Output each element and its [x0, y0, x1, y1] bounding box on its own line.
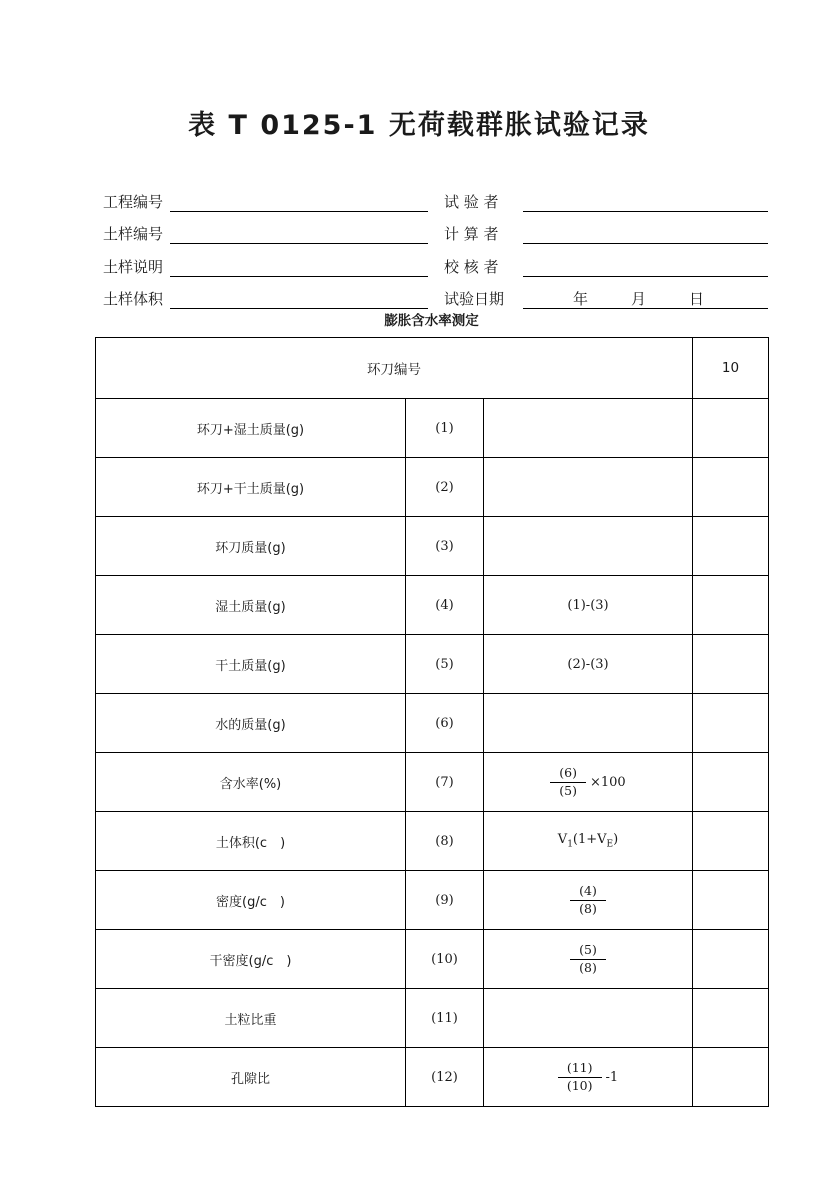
fraction-formula: [558, 1061, 618, 1093]
row-code: (11): [406, 989, 484, 1048]
row-label: 干密度(g/c ): [96, 930, 406, 989]
tester-field: [523, 211, 768, 212]
row-label: 土粒比重: [96, 989, 406, 1048]
row-code: (12): [406, 1048, 484, 1107]
fraction-denominator: (8): [579, 959, 597, 975]
fraction-suffix: ×100: [590, 774, 626, 790]
table-row: [96, 1048, 769, 1107]
fraction-formula: [550, 766, 625, 798]
row-label: 含水率(%): [96, 753, 406, 812]
sample-volume-label: 土样体积: [103, 290, 164, 308]
row-formula: [484, 399, 693, 458]
project-number-field: [170, 211, 428, 212]
table-row: [96, 930, 769, 989]
row-label: 湿土质量(g): [96, 576, 406, 635]
row-value-cell: [693, 576, 769, 635]
form-row-project: [103, 179, 768, 212]
row-label: 孔隙比: [96, 1048, 406, 1107]
row-label: 密度(g/c ): [96, 871, 406, 930]
sample-desc-field: [170, 276, 428, 277]
row-code: (7): [406, 753, 484, 812]
row-code: (3): [406, 517, 484, 576]
fraction-numerator: (5): [570, 943, 606, 959]
table-row: [96, 635, 769, 694]
form-row-sample-volume: [103, 277, 768, 310]
fraction-denominator: (5): [559, 782, 577, 798]
row-label: 环刀+干土质量(g): [96, 458, 406, 517]
table-row: [96, 989, 769, 1048]
row-value-cell: [693, 812, 769, 871]
row-value-cell: [693, 930, 769, 989]
row-value-cell: [693, 635, 769, 694]
row-value-cell: [693, 1048, 769, 1107]
row-label: 水的质量(g): [96, 694, 406, 753]
row-formula: [484, 989, 693, 1048]
year-month-day-text: 年 月 日: [572, 290, 718, 308]
row-value-cell: [693, 989, 769, 1048]
row-code: (10): [406, 930, 484, 989]
checker-field: [523, 276, 768, 277]
row-formula: [484, 1048, 693, 1107]
row-formula: [484, 458, 693, 517]
row-value-cell: [693, 753, 769, 812]
row-value-cell: [693, 458, 769, 517]
row-label: 环刀+湿土质量(g): [96, 399, 406, 458]
row-label: 环刀质量(g): [96, 517, 406, 576]
row-label: 干土质量(g): [96, 635, 406, 694]
test-date-field: [523, 290, 768, 309]
row-formula: [484, 753, 693, 812]
table-row: [96, 812, 769, 871]
fraction-formula: [570, 884, 606, 916]
form-row-sample-number: [103, 212, 768, 245]
fraction-numerator: (6): [550, 766, 586, 782]
header-form: [103, 179, 768, 309]
row-formula: [484, 694, 693, 753]
test-date-label: 试验日期: [444, 290, 505, 308]
fraction-denominator: (10): [566, 1077, 593, 1093]
row-value-cell: [693, 399, 769, 458]
table-row: [96, 576, 769, 635]
table-row: [96, 753, 769, 812]
row-value-cell: [693, 871, 769, 930]
table-row: [96, 399, 769, 458]
table-row: [96, 871, 769, 930]
tester-label: 试 验 者: [444, 192, 499, 211]
row-code: (2): [406, 458, 484, 517]
table-row: [96, 458, 769, 517]
checker-label: 校 核 者: [444, 257, 499, 276]
table-row: [96, 694, 769, 753]
page-title: 表 T 0125-1 无荷载群胀试验记录: [188, 110, 650, 141]
row-formula: [484, 930, 693, 989]
fraction-denominator: (8): [579, 900, 597, 916]
row-code: (8): [406, 812, 484, 871]
measure-table: [95, 337, 769, 1107]
row-code: (4): [406, 576, 484, 635]
fraction-formula: [570, 943, 606, 975]
form-row-sample-desc: [103, 244, 768, 277]
project-number-label: 工程编号: [103, 192, 164, 211]
section-title: 膨胀含水率测定: [384, 313, 479, 329]
fraction-suffix: -1: [605, 1069, 619, 1085]
row-code: (5): [406, 635, 484, 694]
measure-table-body: [96, 338, 769, 1107]
row-value-cell: [693, 694, 769, 753]
table-row: [96, 517, 769, 576]
calculator-field: [523, 243, 768, 244]
table-header-row: [96, 338, 769, 399]
row-formula: [484, 871, 693, 930]
row-formula: $V_1(1+V_E)$: [484, 812, 693, 871]
fraction-numerator: (11): [558, 1061, 602, 1077]
row-code: (6): [406, 694, 484, 753]
sample-number-label: 土样编号: [103, 225, 164, 243]
row-label: 土体积(c ): [96, 812, 406, 871]
row-formula: (1)-(3): [484, 576, 693, 635]
sample-number-field: [170, 243, 428, 244]
sample-desc-label: 土样说明: [103, 257, 164, 276]
row-formula: [484, 517, 693, 576]
ring-knife-number-value: 10: [693, 338, 769, 399]
ring-knife-number-label: 环刀编号: [96, 338, 693, 399]
fraction-numerator: (4): [570, 884, 606, 900]
row-code: (1): [406, 399, 484, 458]
row-formula: (2)-(3): [484, 635, 693, 694]
calculator-label: 计 算 者: [444, 225, 499, 243]
row-value-cell: [693, 517, 769, 576]
row-code: (9): [406, 871, 484, 930]
